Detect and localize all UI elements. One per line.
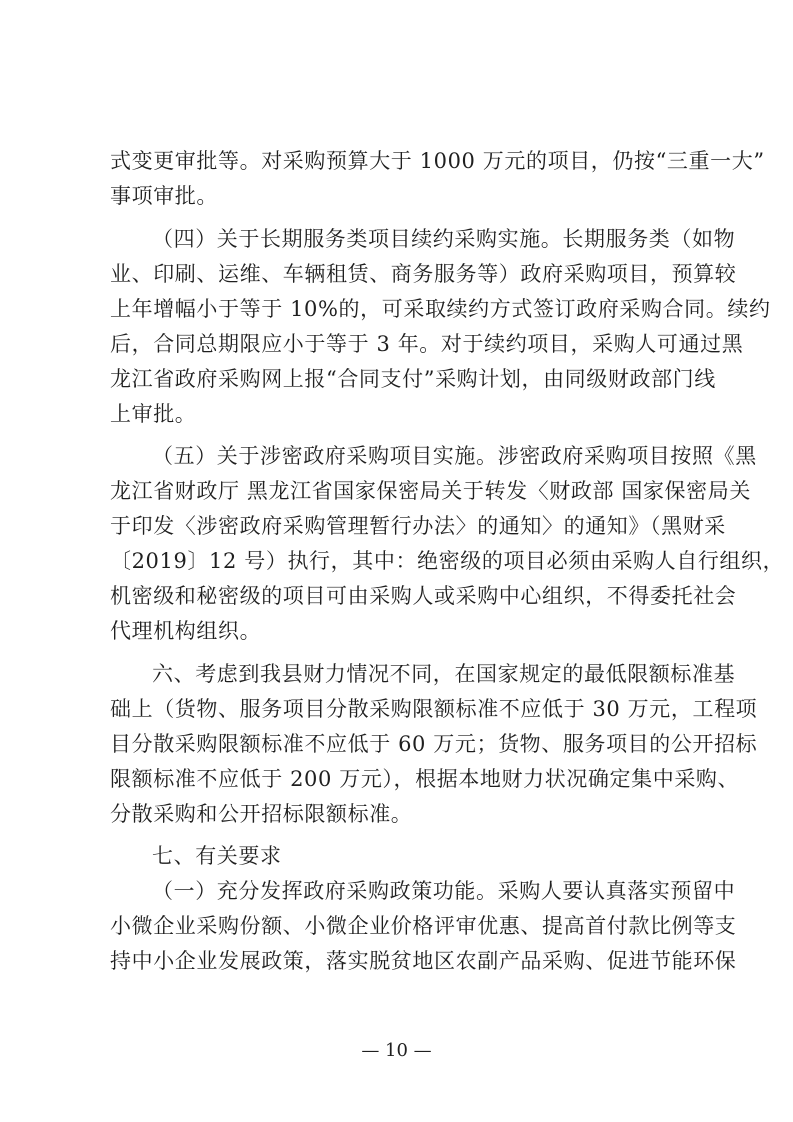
text-line: 六、考虑到我县财力情况不同，在国家规定的最低限额标准基 [152, 662, 736, 686]
text-line: 〔2019〕12 号）执行，其中：绝密级的项目必须由采购人自行组织， [110, 549, 785, 573]
text-line: 小微企业采购份额、小微企业价格评审优惠、提高首付款比例等支 [110, 914, 737, 938]
text-line: 龙江省财政厅 黑龙江省国家保密局关于转发〈财政部 国家保密局关 [110, 479, 751, 503]
text-line: （一）充分发挥政府采购政策功能。采购人要认真落实预留中 [152, 879, 736, 903]
text-line: 于印发〈涉密政府采购管理暂行办法〉的通知〉的通知》（黑财采 [110, 514, 726, 538]
text-line: （五）关于涉密政府采购项目实施。涉密政府采购项目按照《黑 [152, 444, 757, 468]
text-line: 分散采购和公开招标限额标准。 [110, 802, 413, 826]
text-line: 代理机构组织。 [110, 619, 262, 643]
text-line: 业、印刷、运维、车辆租赁、商务服务等）政府采购项目，预算较 [110, 262, 737, 286]
text-line: （四）关于长期服务类项目续约采购实施。长期服务类（如物 [152, 227, 736, 251]
section-heading: 七、有关要求 [152, 844, 282, 868]
text-line: 式变更审批等。对采购预算大于 1000 万元的项目，仍按“三重一大” [110, 149, 765, 173]
text-line: 龙江省政府采购网上报“合同支付”采购计划，由同级财政部门线 [110, 367, 716, 391]
text-line: 上审批。 [110, 402, 197, 426]
text-line: 目分散采购限额标准不应低于 60 万元；货物、服务项目的公开招标 [110, 732, 758, 756]
text-line: 上年增幅小于等于 10%的，可采取续约方式签订政府采购合同。续约 [110, 297, 771, 321]
text-line: 后，合同总期限应小于等于 3 年。对于续约项目，采购人可通过黑 [110, 332, 744, 356]
page-number: — 10 — [361, 1040, 432, 1061]
text-line: 事项审批。 [110, 184, 218, 208]
text-line: 础上（货物、服务项目分散采购限额标准不应低于 30 万元，工程项 [110, 697, 758, 721]
text-line: 机密级和秘密级的项目可由采购人或采购中心组织，不得委托社会 [110, 584, 737, 608]
text-line: 持中小企业发展政策，落实脱贫地区农副产品采购、促进节能环保 [110, 949, 737, 973]
text-line: 限额标准不应低于 200 万元），根据本地财力状况确定集中采购、 [110, 767, 740, 791]
